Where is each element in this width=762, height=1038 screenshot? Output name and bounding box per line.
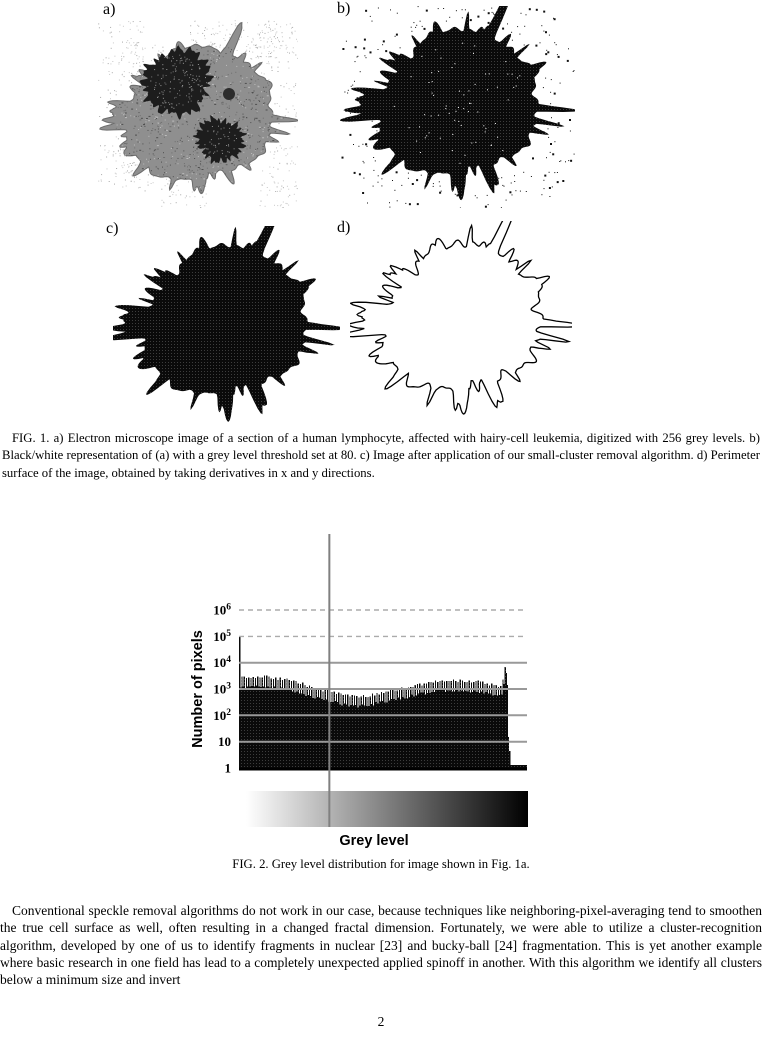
grey-level-gradient-bar bbox=[246, 791, 528, 827]
svg-text:10: 10 bbox=[218, 734, 231, 750]
cleaned-cell-image bbox=[113, 226, 340, 424]
y-tick-labels bbox=[213, 603, 231, 776]
histogram-bars bbox=[239, 636, 527, 768]
figure1-caption: FIG. 1. a) Electron microscope image of a section of a human lymphocyte, affected with hairy-cell leukemia, digitized with 256 grey levels. b) Black/white representation of (a) with a grey level threshold set at 80. c) Image after application of our small-cluster removal algorithm. d) Perimeter surface of the image, obtained by taking derivatives in x and y directions. bbox=[2, 431, 760, 480]
svg-text:102: $10^2$ bbox=[213, 707, 231, 723]
cell-silhouette bbox=[340, 6, 575, 200]
perimeter-outline-image bbox=[350, 221, 572, 423]
electron-microscope-image bbox=[98, 20, 298, 208]
figure2-caption: FIG. 2. Grey level distribution for image shown in Fig. 1a. bbox=[232, 857, 530, 871]
figure1-panel-c-label: c) bbox=[106, 220, 119, 237]
svg-text:1: 1 bbox=[224, 760, 231, 776]
figure1-panel-b-label: b) bbox=[337, 0, 351, 17]
svg-text:103: $10^3$ bbox=[213, 681, 231, 697]
perimeter-curve bbox=[350, 221, 572, 414]
y-axis-label: Number of pixels bbox=[190, 630, 206, 748]
x-axis-label: Grey level bbox=[339, 833, 409, 849]
page-number: 2 bbox=[377, 1014, 385, 1029]
body-paragraph: Conventional speckle removal algorithms do not work in our case, because techniques like neighboring-pixel-averaging tend to smoothen the true cell surface as well, often resulting in a changed fractal dimension. Fortunately, we were able to utilize a cluster-recognition algorithm, developed by one of us to identify fragments in nuclear [23] and bucky-ball [24] fragmentation. This is yet another example where basic research in one field has lead to a completely unexpected applied spinoff in another. With this algorithm we identify all clusters below a minimum size and invert bbox=[0, 903, 762, 988]
figure1-panel-d-label: d) bbox=[337, 219, 351, 236]
svg-text:105: $10^5$ bbox=[213, 628, 231, 644]
thresholded-cell-image bbox=[340, 6, 575, 208]
svg-text:106: $10^6$ bbox=[213, 602, 231, 618]
figure2-chart bbox=[180, 528, 560, 853]
svg-text:104: $10^4$ bbox=[213, 655, 231, 671]
figure1-panel-a-label: a) bbox=[103, 1, 116, 18]
dark-vacuole bbox=[223, 88, 235, 100]
grey-level-histogram bbox=[180, 528, 560, 853]
cell-silhouette-clean bbox=[113, 226, 340, 422]
